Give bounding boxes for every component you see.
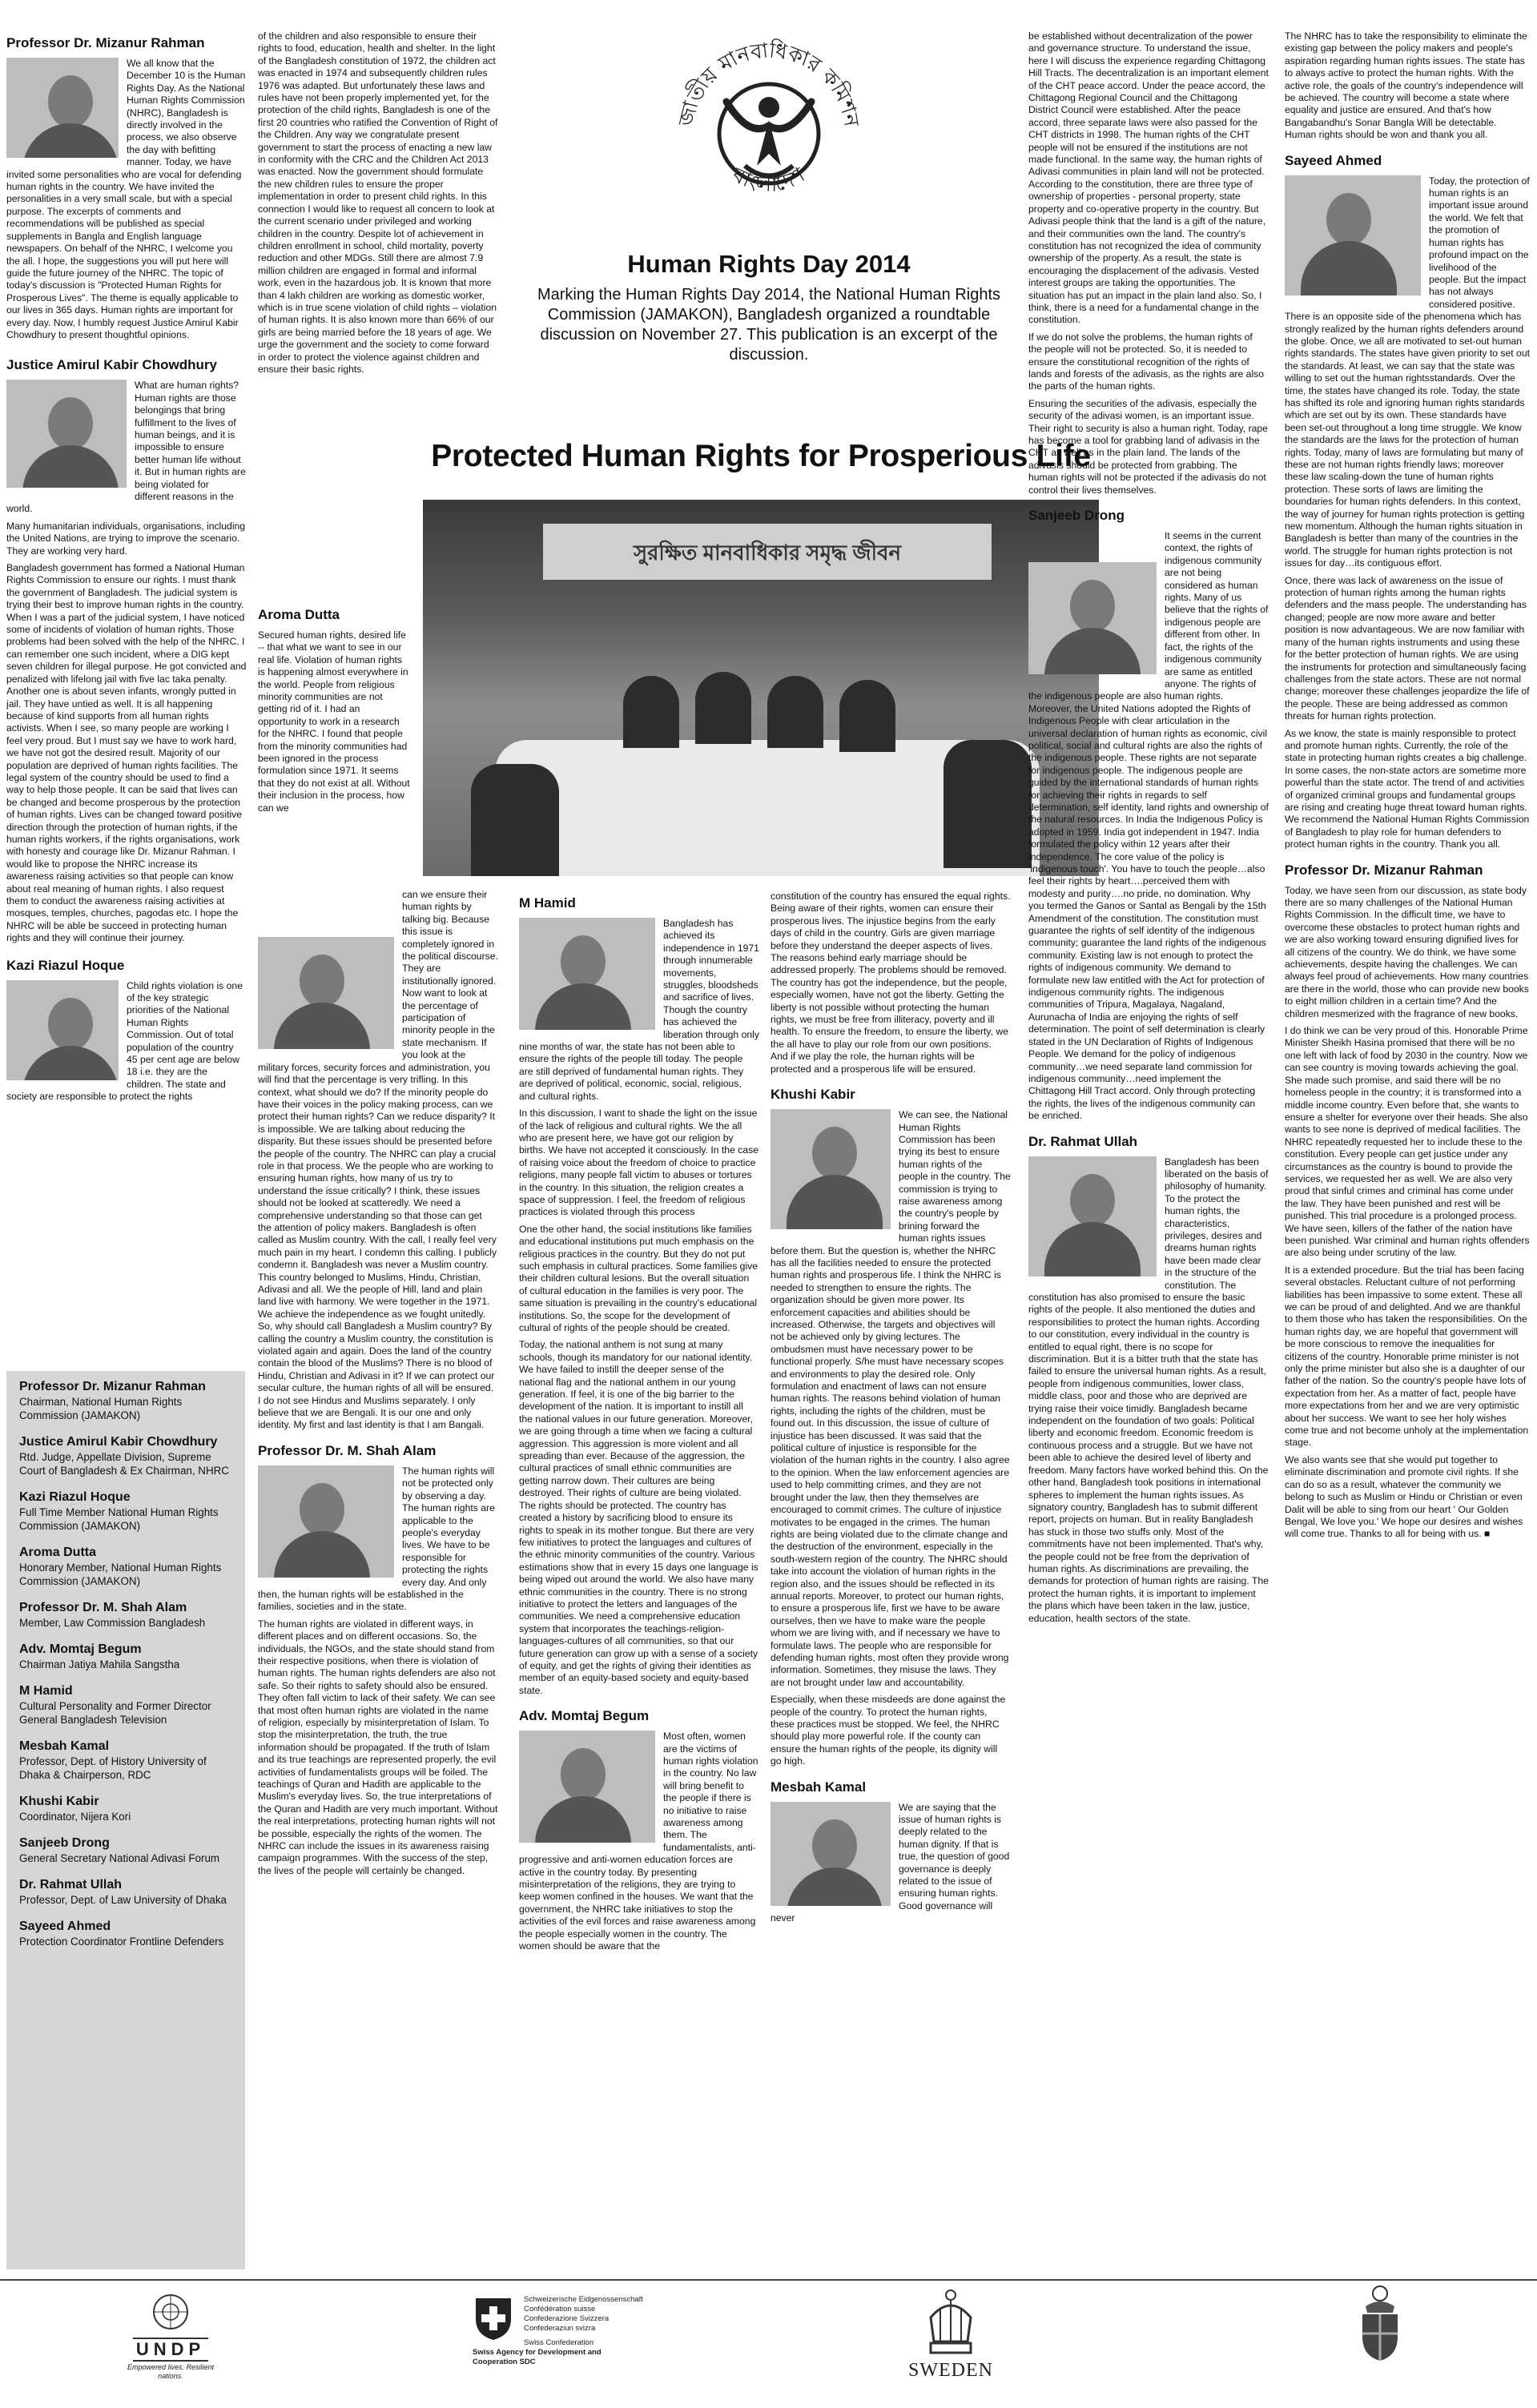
speech-text: The human rights will not be protected only by observing a day. The human rights are applicable to the people's everyday lives. We have to be responsible for protecting the rights every day. And only then, the human rights will be established in the families, societies and in the state. <box>258 1465 495 1613</box>
undp-logo <box>127 2292 215 2381</box>
speaker-name: Justice Amirul Kabir Chowdhury <box>6 357 217 373</box>
column-6 <box>1285 30 1530 2273</box>
participant-entry <box>19 1739 232 1782</box>
participant-entry <box>19 1642 232 1671</box>
speaker-name: Professor Dr. Mizanur Rahman <box>1285 862 1483 878</box>
speech-text: In this discussion, I want to shade the light on the issue of the lack of religious and cultural rights. We the all who are present here, we have got our religion by births. We have not accepted it consciously. In the case of raising voice about the freedom of choice to practice religions, many people fall victim to abuses or tortures in the country. In this situation, the religion creates a space of suppression. I feel, the freedom of religious practices is violated through this process <box>519 1108 758 1218</box>
swiss-shield-icon <box>473 2295 514 2342</box>
participant-role: Honorary Member, National Human Rights Commission (JAMAKON) <box>19 1562 222 1587</box>
participant-role: Cultural Personality and Former Director General Bangladesh Television <box>19 1700 211 1726</box>
speaker-name: Dr. Rahmat Ullah <box>1028 1133 1138 1149</box>
participant-role: Coordinator, Nijera Kori <box>19 1811 131 1823</box>
speech-text: Most often, women are the victims of human rights violation in the country. No law will bring benefit to the people if there is no initiative to raise awareness among them. The fundamentalists, anti-progressive and anti-women education forces are active in the country today. By presenting misinterpretation of the religions, they are trying to keep women confined in the houses. We want that the government, the NHRC take initiatives to stop the activities of the evil forces and raise awareness among the people especially women in the country. The women should be aware that the <box>519 1731 758 1952</box>
speech-text: Many humanitarian individuals, organisations, including the United Nations, are trying to improve the scenario. They are working very hard. <box>6 520 246 557</box>
participant-entry <box>19 1919 232 1948</box>
participant-role: Professor, Dept. of Law University of Dhaka <box>19 1894 227 1906</box>
svg-text:বাংলাদেশ <box>728 163 810 197</box>
speech-text: If we do not solve the problems, the human rights of the people will not be protected. So, it is needed to ensure the constitutional recognition of the rights of lands and forests of the adivasis, as the rights are also the parts of the human rights. <box>1028 331 1265 392</box>
swiss-line: Swiss Confederation <box>524 2338 594 2347</box>
speech-text: One the other hand, the social institutions like families and educational institutions put much emphasis on the religious practices in the country. But they do not put such emphasis in cultural practices. Some families give their children cultural lesions. But the overall situation of cultural education in the families is very poor. The same situation is prevailing in the country's educational institutions. So, the scope for the development of cultural of rights of the people should be created. <box>519 1223 758 1333</box>
sweden-logo <box>899 2285 1003 2382</box>
participant-name: Justice Amirul Kabir Chowdhury <box>19 1435 218 1449</box>
speech-text: Especially, when these misdeeds are done against the people of the country. To protect the human rights, these practices must be stopped. We feel, the NHRC should play more powerful role. If the county can ensure the human rights of the people, its dignity will go high. <box>771 1694 1006 1767</box>
photo-person <box>623 676 679 748</box>
participant-name: Adv. Momtaj Begum <box>19 1642 142 1656</box>
participant-role: Chairman Jatiya Mahila Sangstha <box>19 1658 180 1670</box>
speaker-name: Sayeed Ahmed <box>1285 152 1382 168</box>
speaker-photo <box>1028 562 1157 674</box>
participant-entry <box>19 1379 232 1422</box>
speech-text: Once, there was lack of awareness on the issue of protection of human rights among the human rights defenders and the mass people. The understanding has changed; people are now more aware and better position is now advantageous. We are now familiar with many of the human rights instruments and using these for the better protection of human rights. We are using the instruments for protection and simultaneously facing challenges from the state actors. These are not normal change; moreover these challenges jeopardize the life of the people. These are being addressed as common threats for human rights protection. <box>1285 574 1530 722</box>
speech-text: Ensuring the securities of the adivasis, especially the security of the adivasi women, is an important issue. Their right to security is also a human right. Today, rape has become a tool for grabbing land of adivasis in the CHT as well as in the plain land. The lands of the adivasis should be protected from grabbing. The human rights will not be protected if the adivasis do not control their lives themselves. <box>1028 397 1268 496</box>
speaker-photo <box>6 58 119 158</box>
swiss-line: Schweizerische Eidgenossenschaft <box>524 2295 643 2304</box>
swiss-logo <box>473 2295 745 2367</box>
speech-text: Bangladesh has achieved its independence in 1971 through innumerable movements, struggles, bloodsheds and sacrifice of lives. Though the country has achieved the liberation through only nine months of war, the state has not been able to ensure the rights of the people till today. The people are still deprived of fundamental human rights. They are deprived of political, economic, social, religious, and cultural rights. <box>519 918 759 1102</box>
nhrc-logo-icon <box>661 26 877 242</box>
speech-text: Today, we have seen from our discussion, as state body there are so many challenges of the National Human Rights Commission. In the difficult time, we have to overcome these obstacles to protect human rights and we are also working toward ensuring dignified lives for all citizens of the country. We do think, we have some achievements, despite having the challenges. We can always feel proud of achievements. How many countries are there in the world, those who can provide new books to eight million children in a certain time? And the children mesmerized with the fragrance of new books. <box>1285 884 1529 1019</box>
emblem-text-top: জাতীয় মানবাধিকার কমিশন <box>674 38 863 129</box>
speech-text: Child rights violation is one of the key strategic priorities of the National Human Rights Commission. Out of total population of the country 45 per cent age are below 18 i.e. they are the children. The state and society are responsible to protect the rights <box>6 979 243 1103</box>
participant-name: Dr. Rahmat Ullah <box>19 1878 123 1891</box>
speaker-name: Adv. Momtaj Begum <box>519 1708 650 1724</box>
participant-name: Kazi Riazul Hoque <box>19 1490 131 1504</box>
speech-text: The human rights are violated in different ways, in different places and on different occasions. So, the individuals, the NGOs, and the state should stand from their respective positions, when there is violation of human rights. The human rights defenders are also not safe. So their rights to safety should also be ensured. They often fall victim to lack of their safety. We can see that most often human rights are violated in the name of religion, especially by misinterpretation of Islam. To stop the misinterpretation, the truth, the true information should be propagated. If the truth of Islam and its true teachings are represented properly, the evil activities of fundamentalists groups will be foiled. The teachings of Quran and Hadith are applicable to the Muslim's everyday lives. So, the true interpretations of the Quran and Hadith are very much important. Without the real interpretations, protecting human rights will not be possible, especially the rights of the women. The NHRC can include the issues in its awareness raising campaign programmes. With the success of the step, the lives of the people will certainly be changed. <box>258 1618 498 1876</box>
intro-text: Marking the Human Rights Day 2014, the National Human Rights Commission (JAMAKON), Bangladesh organized a roundtable discussion on November 27. This publication is an excerpt of the discussion. <box>537 286 1001 364</box>
participant-role: General Secretary National Adivasi Forum <box>19 1852 220 1864</box>
participant-entry <box>19 1877 232 1907</box>
undp-tagline: Empowered lives. Resilient nations. <box>127 2363 215 2380</box>
speaker-name: Professor Dr. Mizanur Rahman <box>6 35 205 50</box>
speaker-name: Professor Dr. M. Shah Alam <box>258 1442 437 1458</box>
participants-list <box>6 1371 245 2269</box>
speech-text: be established without decentralization of the power and governance structure. To understand the issue, here I will discuss the experience regarding Chittagong Hill Tracts. The decentralization is an important element of the CHT peace accord. Under the peace accord, the Chittagong Regional Council and the Chittagong District Council were established. After the peace accord, three separate laws were also passed for the CHT districts in 1998. The human rights of the CHT people will not be ensured if the institutions are not made functional. In the same way, the human rights of Adivasi communities in plain land will not be protected. According to the constitution, there are three type of ownership of properties - personal property, state property and co-operative property in the country. But Adivasi people think that the land is a gift of the nature, and their communities own the land. The country's constitution has not recognized the idea of community ownership of the property. As a result, the state is encouraging the displacement of the adivasis. Vested interest groups are taking the opportunities. The situation has put an impact in the plain land also. So, I think, there is a need for a fundamental change in the constitution. <box>1028 30 1269 326</box>
speaker-photo <box>519 1731 655 1843</box>
photo-person <box>695 672 751 744</box>
speaker-photo <box>1285 175 1421 295</box>
participant-entry <box>19 1683 232 1727</box>
speech-text: Bangladesh government has formed a National Human Rights Commission to ensure our rights. I must thank the government of Bangladesh. The judicial system is trying their best to improve human rights in the country. When I was a part of the judicial system, I have noticed some of incidents of violation of human rights. Those problems had been solved with the help of the NHRC. I can remember one such incident, where a DIG kept seven children for illegal purpose. He got convicted and penalized with lifelong jail with five lac taka penalty. Another one is about seven infants, wrongly putted in jail. They have untied as well. It is all happening because of kind supports from all human rights activists. When I see, so many people are working I feel very proud. But I must say we have to work hard, we have not got the desired result. Majority of our population are deprived of human rights facilities. The legal system of the country should be used to find a way to help those people. It can be said that lives can be changed and become prosperous by the protection of human rights. Lives can be changed toward positive direction through the protection of human rights, if the human rights workers, if the rights organisations, work with honesty and courage like Dr. Mizanur Rahman. I would like to propose the NHRC increase its awareness raising activities so that people can know about real meaning of human rights. I also request them to conduct the awareness raising activities at mosques, temples, churches, pagodas etc. I hope the NHRC will be able be succeed in protecting human rights and they will continue their journey. <box>6 562 247 944</box>
footer-divider <box>0 2279 1537 2281</box>
column-4 <box>771 890 1011 2276</box>
participant-entry <box>19 1600 232 1630</box>
photo-person <box>471 764 559 876</box>
speaker-photo <box>771 1802 891 1906</box>
participant-role: Professor, Dept. of History University of Dhaka & Chairperson, RDC <box>19 1755 207 1781</box>
speaker-name: Mesbah Kamal <box>771 1779 867 1795</box>
undp-wordmark: UNDP <box>133 2338 208 2362</box>
speech-text: Bangladesh has been liberated on the basis of philosophy of humanity. To the protect the human rights, the characteristics, privileges, desires and dreams human rights have been made clear in the structure of the constitution. The constitution has also promised to ensure the basic rights of the people. It also mentioned the duties and responsibilities to protect the human rights. According to our constitution, every individual in the country is entitled to equal right, there is no scope for discrimination. But it is a bitter truth that the state has failed to ensure the universal human rights. As a result, people from indigenous communities, lower class, middle class, poor and those who are deprived are trying raise their voice timidly. Bangladesh became independent on the foundation of two goals: Political liberty and economic freedom. Economic freedom is continuous process and a struggle. But we have not been able to achieve the desired level of liberty and freedom. Many factors have worked behind this. On the other hand, Bangladesh took positions in international spheres to implement the human rights issues. As signatory country, Bangladesh has to submit different report, projects on human. But in reality Bangladesh has stuck in those two stuffs only. Most of the commitments have not been implemented. That's why, the people could not be free from the deprivation of human rights. As discriminations are prevailing, the demands for protection of human rights are raising. The protect the human rights, it is important to implement the plans which have been taken in the law, justice, education, health sectors of the state. <box>1028 1156 1269 1624</box>
participant-role: Member, Law Commission Bangladesh <box>19 1617 206 1629</box>
swiss-line: Confederaziun svizra <box>524 2324 596 2333</box>
participant-role: Rtd. Judge, Appellate Division, Supreme Court of Bangladesh & Ex Chairman, NHRC <box>19 1451 229 1477</box>
participant-entry <box>19 1545 232 1588</box>
speech-text: of the children and also responsible to ensure their rights to food, education, health and shelter. In the light of the Bangladesh constitution of 1972, the children act was enacted in 1974 and subsequently children rules 1976 was adapted. But unfortunately these laws and rules have not been properly implemented yet, for the protection of the child rights, Bangladesh is one of the first 20 countries who ratified the Convention of Right of the Children. Any way we congratulate present government to start the process of enacting a new law in conformity with the CRC and the Children Act 2013 was enacted. Now the government should formulate the new children rules to ensure the proper implementation in order to present child rights. In this connection I would like to request all concern to look at the current scenario under privileged and working children in the country. Despite lot of achievement in children enrollment in school, child mortality, poverty reduction and other MDGs. Still there are almost 7.9 million children are engaged in formal and informal work, even in the hazardous job. It is known that more than 4 lakh children are working as domestic worker, which is in true scene violation of child rights – violation of human rights. It is also known more than 66% of our girls are being married before the 18 years of age. We urge the government and the society to come forward in order to protect the violence against children and ensure their basic rights. <box>258 30 498 375</box>
speech-text: The NHRC has to take the responsibility to eliminate the existing gap between the policy makers and people's aspiration regarding human rights issues. The state has to always active to protect the human rights. With the active role, the goals of the country's independence will be achieved. The country will become a state where equality and justice are ensured. And that's how Bangabandhu's Sonar Bangla Will be detectable. Human rights should be won and thank you all. <box>1285 30 1527 141</box>
speech-text: We also wants see that she would put together to eliminate discrimination and promote civil rights. If she can do so as a result, whatever the community we belong to such as Muslim or Hindu or Christian or even Dalit will be able to sing from our heart ' Our Golden Bengal, We love you.' We hope our desires and wishes will come true. Thanks to all for being with us. ■ <box>1285 1453 1523 1540</box>
un-emblem-icon <box>151 2292 191 2332</box>
column-2b <box>258 602 410 890</box>
nhrc-emblem <box>661 26 877 242</box>
sweden-wordmark: SWEDEN <box>908 2360 993 2381</box>
emblem-text-bottom: বাংলাদেশ <box>728 163 810 198</box>
participant-name: Sanjeeb Drong <box>19 1836 110 1850</box>
speech-text: I do think we can be very proud of this. Honorable Prime Minister Sheikh Hasina promised that there will be no one left with lack of food by 2030 in the country. Now we can see country is moving towards achieving the goal. She made such promise, and said there will be no homeless people in the country; it is transformed into a middle income country. Even before that, she wants to ensure a shelter for everyone over their heads. She also wants to see none is deprived of medical facilities. The NHRC repeatedly requested her to include these to the constitution. Every people can get justice under any circumstances as the country is bound to provide the services, we requested her as well. We are also very proud that sinful crimes and criminal has come under the law. They have been punished and rest will be punished. This trial procedure is a prolonged process. We have seen, killers of the father of the nation have been punished. War criminal and human rights offenders are also being under scrutiny of the law. <box>1285 1025 1530 1259</box>
speech-text: As we know, the state is mainly responsible to protect and promote human rights. Currently, the role of the state in protecting human rights creates a big challenge. In some cases, the non-state actors are sometime more powerful than the state actor. The trend of and activities of organized criminal groups and fundamental groups are rising and creating huge threat toward human rights. We recommend the National Human Rights Commission of Bangladesh to play role for human defenders to protect human rights in the country. Thank you all. <box>1285 727 1530 850</box>
participant-entry <box>19 1489 232 1533</box>
speaker-name: Sanjeeb Drong <box>1028 508 1125 524</box>
speaker-photo <box>6 980 119 1080</box>
headline: Human Rights Day 2014 <box>627 250 911 278</box>
photo-person <box>839 680 895 752</box>
speaker-name: Aroma Dutta <box>258 607 340 622</box>
participant-name: Professor Dr. Mizanur Rahman <box>19 1380 206 1393</box>
speech-text: What are human rights? Human rights are those belongings that bring fulfillment to the lives of human beings, and it is impossible to ensure better human life without it. But in human rights are being violated for different reasons in the world. <box>6 380 246 515</box>
participant-name: Mesbah Kamal <box>19 1739 110 1753</box>
speaker-name: Khushi Kabir <box>771 1087 855 1103</box>
header-block <box>513 26 1025 365</box>
column-1 <box>6 30 247 1368</box>
speech-text: Today, the national anthem is not sung at many schools, though its mandatory for our national identity. We have failed to instill the deeper sense of the national flag and the national anthem in our young generation. If feel, it is one of the big barrier to the development of the nation. It is important to instill all the national values in our future generation. Moreover, we are going through a time when we facing a cultural aggression. This aggression is more violent and all spreading than ever. Because of the aggression, the cultural practices of small ethnic communities are getting narrow down. Their cultures are being destroyed. Their rights of culture are being violated. The rights should be protected. The country has created a history by sacrificing blood to ensure its rights to speak in its mother tongue. But there are very few initiatives to protect the languages and cultures of the ethnic minority communities of the country. Various estimations show that in every 15 days one language is being wiped out around the world. We also have many ethnic communities in the country. There is no strong initiative to protect the letters and languages of the communities. We need a comprehensive education system that incorporates the teachings-religion-languages-cultures of all communities, so that our future generation can grow up with a sense of a society of equity, and get the rights of giving their identities as member of an equity-based society and equity-based state. <box>519 1339 758 1696</box>
column-2 <box>258 30 498 447</box>
speaker-photo <box>6 380 127 488</box>
participant-role: Chairman, National Human Rights Commission (JAMAKON) <box>19 1396 183 1421</box>
column-2c <box>258 889 498 2274</box>
participant-name: Khushi Kabir <box>19 1795 99 1808</box>
roundtable-photo <box>423 500 1099 876</box>
participant-role: Full Time Member National Human Rights Commission (JAMAKON) <box>19 1506 219 1532</box>
photo-person <box>944 740 1032 868</box>
participant-entry <box>19 1835 232 1865</box>
speaker-name: M Hamid <box>519 895 576 911</box>
speech-text: Today, the protection of human rights is an important issue around the world. We felt that the promotion of human rights has profound impact on the livelihood of the people. But the impact has not always considered positive. There is an opposite side of the phenomena which has strongly realized by the human rights defenders around the globe. Once, we all are motivated to set-out human rights standards. The states have given priority to set out the standards. At least, we can say that the state was willing to set out the human rightsstandards. Over the time, the states have changed its role. Today, the state has shifted its role and ignoring human rights standards which are set out by its own. These standards have been set-out throughout a long time struggle. We know the standards are the laws for the protection of human rights. Today, many of laws are formulating but many of these are not human rights friendly laws; moreover these law scaling-down the tune of human rights protection. These sorts of laws are limiting the boundaries for human rights defenders. In this context, the way of journey for human rights protection is getting new momentum. Although the human rights situation in Bangladesh is better than many of the countries in the world. The struggle for human rights protection is not issues for day…its contiguous effort. <box>1285 175 1530 569</box>
speech-text: We can see, the National Human Rights Commission has been trying its best to ensure human rights of the people in the country. The commission is trying to raise awareness among the country's people by brining forward the human rights issues before them. But the question is, whether the NHRC has all the facilities needed to ensure the protected human rights and prosperous life. I think the NHRC is needed to strengthen to ensure the rights. The organization should be given more power. Its enforcement capacities and abilities should be increased. Otherwise, the targets and objectives will not be achieved only by giving lectures. The ombudsmen must have necessary power to be functional properly. S/he must have necessary scopes and environments to play the desired role. Only formulation and enactment of laws can not ensure human rights. The reasons behind violation of human rights, including the rights of the children, must be found out. In this discussion, the issue of culture of injustice has been discussed. It was said that the political culture of injustice is responsible for the violation of the human rights in the country. I also agree to the opinion. When the law enforcement agencies are used to help committing crimes, and they are not brought under the law, then they themselves are encouraged to commit crimes. The culture of injustice motivates to be engaged in the crimes. The human rights are being violated due to the climate change and the destruction of the environment, especially in the south-western region of the country. The NHRC should take into account the violation of human rights in the region also, and the issues should be reflected in its annual reports. Moreover, to protect our human rights, to ensure a prosperous life, first we have to be aware ourselves, then we have to make ware the people whom we are living with, and if necessary we have to formulate laws. The people who are responsible for defending human rights, most often they provide wrong information. Sometimes, they misuse the laws. They are not brought under law and accountability. <box>771 1109 1011 1688</box>
denmark-logo <box>1352 2284 1408 2368</box>
speech-text: We all know that the December 10 is the Human Rights Day. As the National Human Rights Commission (NHRC), Bangladesh is directly involved in the process, we also observe the day with befitting manner. Today, we have invited some personalities who are vocal for defending human rights in the country. We have invited the personalities in a very small scale, but with a special purpose. The excerpts of comments and recommendations will be published as special supplements in Bangla and English language newspapers. On behalf of the NHRC, I welcome you the all. I hope, the suggestions you will put here will guide the future journey of the NHRC. The topic of today's discussion is "Protected Human Rights for Prosperous Lives". The theme is equally applicable to our lives in 365 days. Human rights are important for every day. Now, I humbly request Justice Amirul Kabir Chowdhury to present thoughtful opinions. <box>6 58 246 340</box>
column-3 <box>519 890 759 2276</box>
swiss-line: Confederazione Svizzera <box>524 2314 610 2323</box>
participant-entry <box>19 1434 232 1477</box>
photo-person <box>767 676 823 748</box>
speaker-photo <box>258 937 394 1049</box>
speaker-photo <box>1028 1156 1157 1276</box>
speaker-name: Kazi Riazul Hoque <box>6 957 125 973</box>
photo-banner-text: সুরক্ষিত মানবাধিকার সমৃদ্ধ জীবন <box>633 541 902 565</box>
speech-text: It is a extended procedure. But the trial has been facing several obstacles. Reluctant culture of not performing liabilities has been impassive to some extent. These all we can be proud of and delighted. And we are thankful to them those who has taken the responsibilities. On the human rights day, we are hopeful that government will be more conscious to remove the inequalities for citizens of the country. Honorable prime minister is not only the prime minister but also she is a daughter of our father of the nation. So the country's people have lots of expectation from her. As a matter of fact, people have more expectations from her and we are very optimistic about her success. We want to see her holy wishes come true and not become unholy at the implementation stage. <box>1285 1264 1529 1449</box>
participant-name: Professor Dr. M. Shah Alam <box>19 1601 187 1614</box>
page-title: Protected Human Rights for Prosperious Life <box>431 439 1091 473</box>
speech-text: can we ensure their human rights by talking big. Because this issue is completely ignored in the political discourse. They are institutionally ignored. Now want to look at the percentage of participation of minority people in the state mechanism. If you look at the military forces, security forces and administration, you will find that the percentage is very trifling. In this context, what should we do? If the minority people do have their voices in the policy making process, can we protect their human rights? Can we reduce disparity? It is impossible. We are talking about reducing the disparity. But these issues should be presented before the people of the country. The NHRC can play a crucial role in that process. We the people who are working to ensuring human rights, how many of us try to understand the issue critically? I think, these issues should not be looked at scatteredly. We need a comprehensive understanding so that those can get the attention of policy makers. Bangladesh is often called as Muslim country. With the call, I really feel very much pain in my heart. I condemn this calling. I publicly condemn it. Bangladesh was never a Muslim country. This country belonged to Muslims, Hindu, Christian, Adivasi and all. We the people of Hill, land and plain land live with harmony. We were together in the 1971. We achieve the independence as we fought unitedly. So, why should call Bangladesh a Muslim country? By calling the country a Muslim country, the constitution is violated again and again. Does the land of the country contain the blood of the Muslims? There is no blood of Hindu, Christian and Adivasi in it? If we can protect our secular culture, the human rights of all will be ensured. I do not see Hindus and Muslims separately. I only believe that we are Bengali. It is our one and only identity. My first and last identity is that I am Bangali. <box>258 889 498 1431</box>
participant-name: Aroma Dutta <box>19 1546 97 1559</box>
participant-name: Sayeed Ahmed <box>19 1920 111 1933</box>
swiss-line: Swiss Agency for Development and Cooperation SDC <box>473 2348 602 2366</box>
speech-text: constitution of the country has ensured the equal rights. Being aware of their rights, women can ensure their prosperous lives. The injustice begins from the early days of child in the country. Girls are given marriage before they understand the deeper aspects of lives. The reasons behind early marriage should be addressed properly. The problems should be removed. The country has got the independence, but the people, especially women, have not got the liberty. Getting the liberty is not possible without protecting the human rights, we must be free from illiteracy, poverty and ill health. To ensure the freedom, to ensure the liberty, we the all have to play our role from our own positions. And if we play the role, the human rights will be protected and a prosperous life will be ensured. <box>771 890 1011 1075</box>
photo-banner <box>543 524 992 580</box>
speech-text: Secured human rights, desired life -- that what we want to see in our real life. Violation of human rights is happening almost everywhere in the world. People from religious minority communities are not getting rid of it. I had an opportunity to work in a research for the NHRC. I found that people from the minority communities had been ignored in the process formulation since 1971. It seems that they do not exist at all. Without their inclusion in the process, how can we <box>258 629 410 814</box>
column-5 <box>1028 30 1269 2273</box>
speech-text: It seems in the current context, the rights of indigenous community are not being considered as human rights. Many of us believe that the rights of indigenous people are different from other. In fact, the rights of the indigenous community are same as entitled anyone. The rights of the indigenous people are also human rights. Moreover, the United Nations adopted the Rights of Indigenous People with clear articulation in the universal declaration of human rights as economic, civil political, social and cultural rights are also the rights of the indigenous people. These rights are not separate for indigenous people. The indigenous people are guided by the international standards of human rights for achieving their rights in regards to self determination, self identity, land rights and ownership of the natural resources. In India the Indigenous Policy is adopted in 1959. India got independent in 1947. India formulated the policy within 12 years after their independence. The core value of the policy is 'indigenous touch'. You have to touch the people…also feel their rights by heart….perceived them with modesty and purity….no pride, no domination. Why you termed the Ganos or Santal as Bengali by the 15th Amendment of the constitution. The constitution must guarantee the rights of self identity of the indigenous community; guarantee the land rights of the indigenous community. Existing law is not enough to protect the rights of indigenous community. We demand to formulate new law entitled with the Act for protection of indigenous community rights. The indigenous communities of Tripura, Magalaya, Nagaland, Aurunacha of India are enjoying the rights of self determination. The point of self determination is clearly stated in the UN Declaration of Rights of Indigenous People. We demand for the policy of indigenous community…we need separate land commission for indigenous community…need implement the Chittagong Hill Tract accord. Only through protecting the rights, the lives of the indigenous community can be enriched. <box>1028 530 1269 1122</box>
speaker-photo <box>519 918 655 1030</box>
speaker-photo <box>258 1465 394 1578</box>
swiss-line: Confédération suisse <box>524 2305 596 2314</box>
danish-coat-of-arms-icon <box>1354 2284 1406 2364</box>
participant-name: M Hamid <box>19 1684 73 1698</box>
participant-role: Protection Coordinator Frontline Defenders <box>19 1936 224 1948</box>
swedish-crown-icon <box>923 2285 979 2359</box>
speaker-photo <box>771 1109 891 1229</box>
participant-entry <box>19 1794 232 1823</box>
speech-text: We are saying that the issue of human rights is deeply related to the human dignity. If that is true, the question of good governance is deeply related to the issue of ensuring human rights. Good governance will never <box>771 1801 1010 1924</box>
